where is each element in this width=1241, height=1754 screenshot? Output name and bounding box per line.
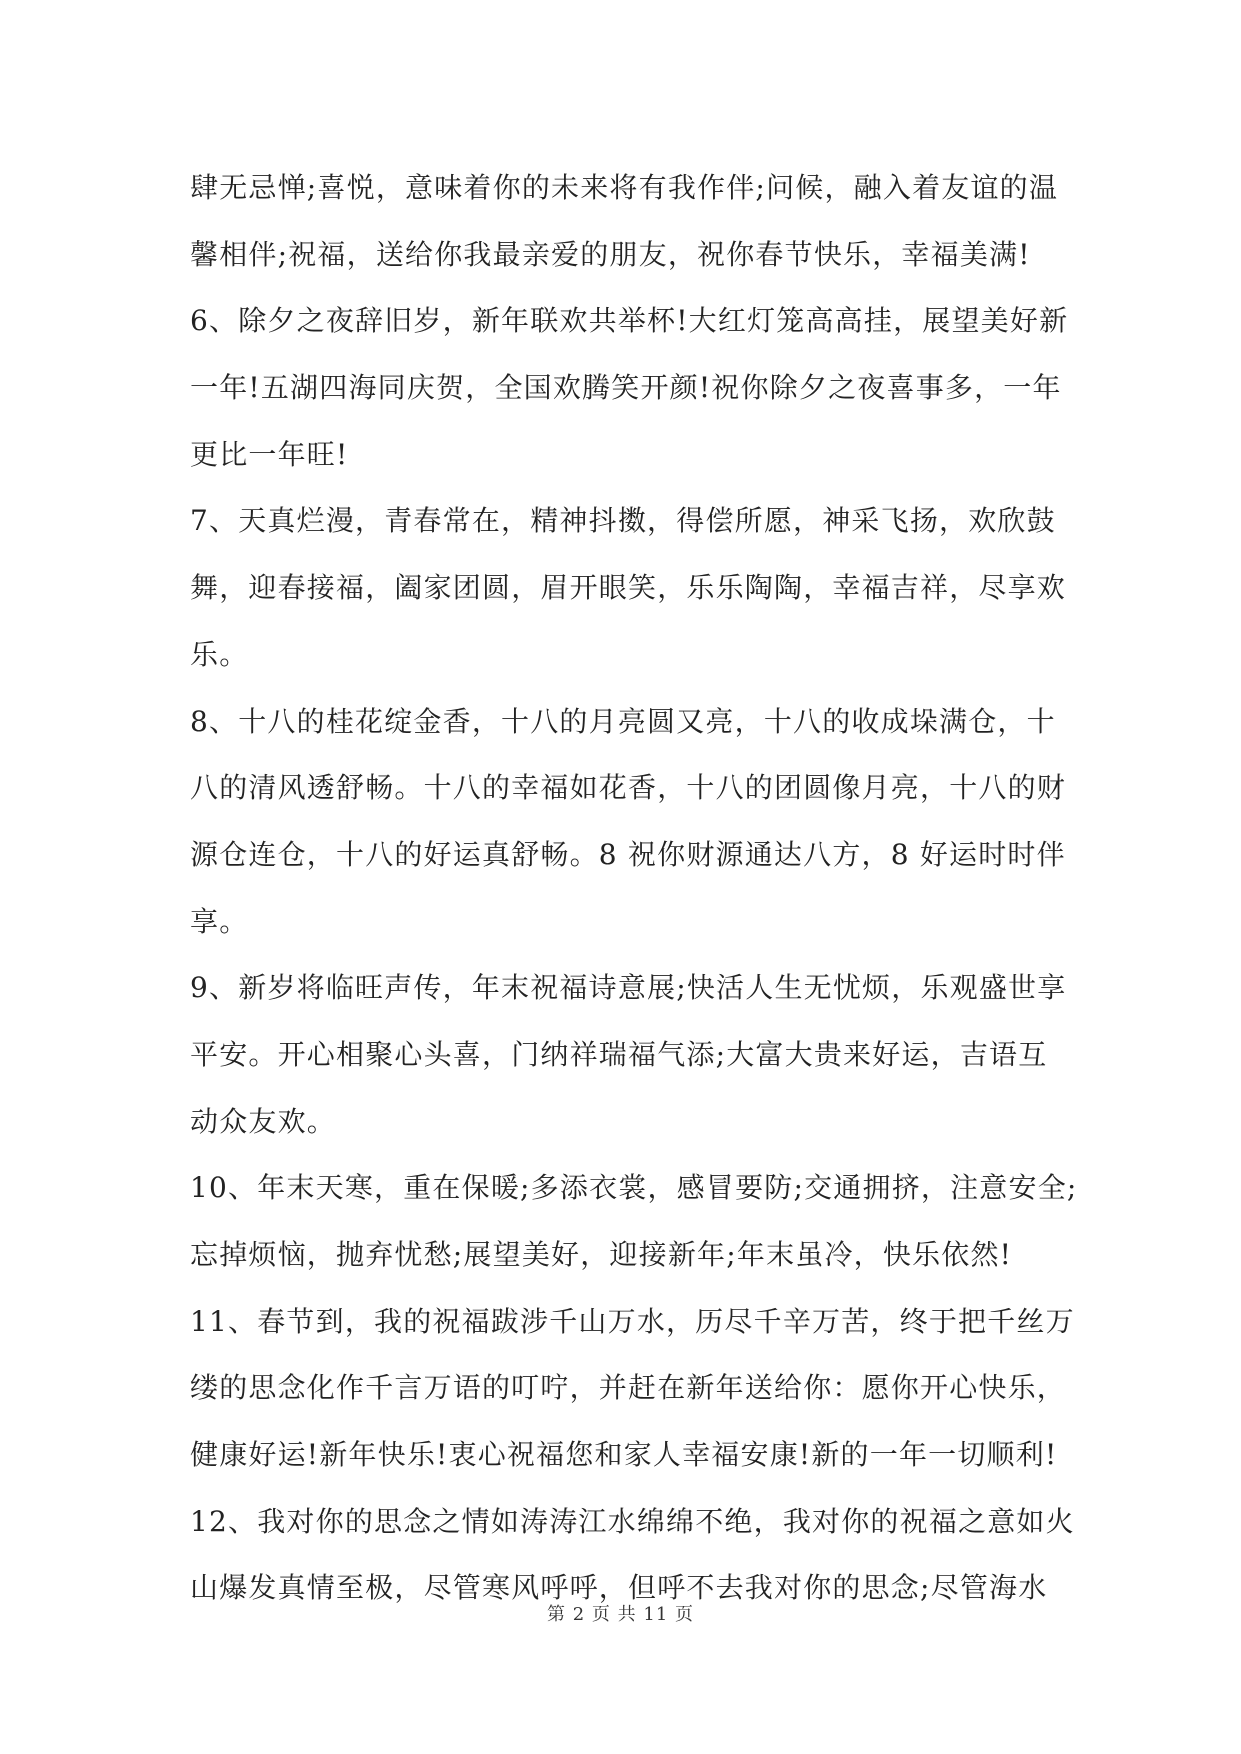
text-line: 馨相伴;祝福，送给你我最亲爱的朋友，祝你春节快乐，幸福美满!: [190, 237, 1031, 271]
text-line: 7、天真烂漫，青春常在，精神抖擞，得偿所愿，神采飞扬，欢欣鼓: [190, 504, 1056, 538]
footer-current-page: 2: [572, 1604, 586, 1625]
text-line: 6、除夕之夜辞旧岁，新年联欢共举杯!大红灯笼高高挂，展望美好新: [190, 304, 1069, 338]
footer-prefix: 第: [546, 1604, 566, 1625]
page-footer: [0, 1600, 1241, 1626]
text-line: 缕的思念化作千言万语的叮咛，并赶在新年送给你：愿你开心快乐，: [190, 1371, 1067, 1405]
text-line: 肆无忌惮;喜悦，意味着你的未来将有我作伴;问候，融入着友谊的温: [190, 171, 1059, 204]
text-line: 忘掉烦恼，抛弃忧愁;展望美好，迎接新年;年末虽冷，快乐依然!: [190, 1238, 1013, 1271]
text-line: 动众友欢。: [190, 1104, 337, 1138]
text-line: 12、我对你的思念之情如涛涛江水绵绵不绝，我对你的祝福之意如火: [190, 1504, 1075, 1538]
text-line: 8、十八的桂花绽金香，十八的月亮圆又亮，十八的收成垛满仓，十: [190, 704, 1056, 738]
text-line: 山爆发真情至极，尽管寒风呼呼，但呼不去我对你的思念;尽管海水: [190, 1571, 1048, 1605]
text-line: 11、春节到，我的祝福跋涉千山万水，历尽千辛万苦，终于把千丝万: [190, 1304, 1075, 1338]
footer-page-word: 页: [591, 1604, 611, 1625]
text-line: 9、新岁将临旺声传，年末祝福诗意展;快活人生无忧烦，乐观盛世享: [190, 971, 1067, 1005]
text-line: 一年!五湖四海同庆贺，全国欢腾笑开颜!祝你除夕之夜喜事多，一年: [190, 371, 1062, 405]
footer-suffix: 页: [675, 1604, 695, 1625]
document-body: [190, 155, 1078, 1622]
text-line: 舞，迎春接福，阖家团圆，眉开眼笑，乐乐陶陶，幸福吉祥，尽享欢: [190, 571, 1067, 605]
text-line: 源仓连仓，十八的好运真舒畅。8 祝你财源通达八方，8 好运时时伴: [190, 837, 1066, 871]
text-line: 八的清风透舒畅。十八的幸福如花香，十八的团圆像月亮，十八的财: [190, 771, 1067, 805]
text-line: 享。: [190, 904, 249, 938]
text-line: 乐。: [190, 637, 249, 671]
text-line: 平安。开心相聚心头喜，门纳祥瑞福气添;大富大贵来好运，吉语互: [190, 1037, 1048, 1071]
footer-total-pages: 11: [643, 1604, 669, 1625]
text-line: 更比一年旺!: [190, 437, 349, 471]
text-line: 健康好运!新年快乐!衷心祝福您和家人幸福安康!新的一年一切顺利!: [190, 1438, 1058, 1472]
footer-total-word: 共: [617, 1604, 637, 1625]
text-line: 10、年末天寒，重在保暖;多添衣裳，感冒要防;交通拥挤，注意安全;: [190, 1171, 1078, 1205]
